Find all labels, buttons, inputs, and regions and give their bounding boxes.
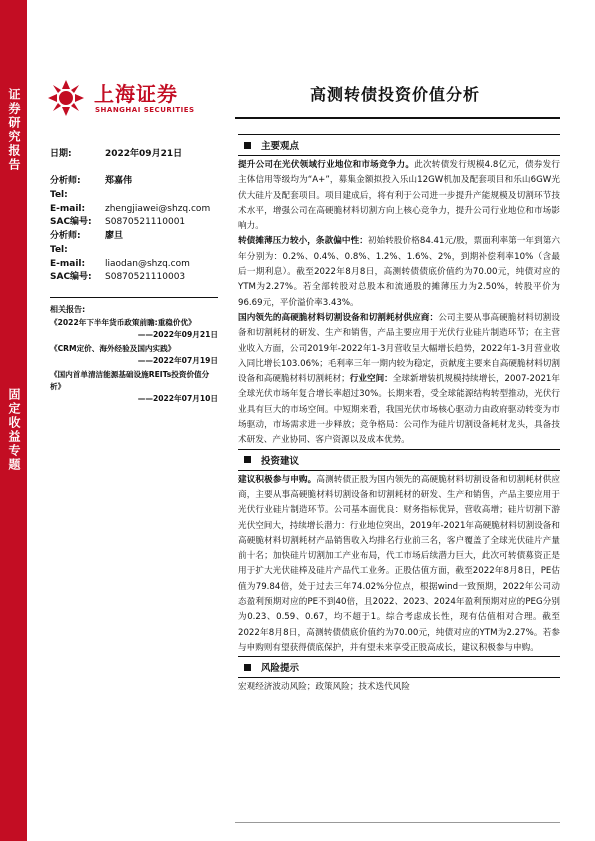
related-divider [50,297,218,298]
info-value: 廖旦 [105,231,124,242]
section-heading-investment: 投资建议 [238,449,560,471]
info-label: Tel: [50,190,68,201]
info-row [50,271,218,285]
info-value: liaodan@shzq.com [105,258,190,269]
info-row [50,258,218,272]
info-label: 分析师: [50,231,81,242]
square-bullet-icon [244,142,251,149]
info-label: 日期: [50,149,72,159]
related-report-title: 《国内首单清洁能源基础设施REITs投资价值分析》 [50,369,210,391]
section-heading-risk: 风险提示 [238,656,560,678]
info-row [50,203,218,217]
info-label: Tel: [50,244,68,255]
info-row [50,148,218,162]
info-label [50,162,105,176]
section-heading-main-points: 主要观点 [238,134,560,156]
title-divider [235,117,560,119]
info-value: S0870521110001 [105,217,186,228]
info-label: E-mail: [50,203,86,214]
related-report-date: ——2022年09月21日 [137,329,218,339]
paragraph-risk: 宏观经济波动风险；政策风险；技术迭代风险 [238,682,410,693]
sidebar-top [0,0,27,308]
info-row [50,216,218,230]
paragraph-company-profile: 国内领先的高硬脆材料切割设备和切割耗材供应商：公司主要从事高硬脆材料切割设备和切割耗材的研发、生产和销售，产品主要应用于光伏行业硅片制造环节；在主营业收入方面，公司2019年-2022年1-3月营收呈大幅增长趋势，2022年1-3月营业收入同比增长103.06%；毛利率三年一期内较为稳定，贡献度主要来自高硬脆材料切割设备和高硬脆材料切割耗材；行业空间：全球新增装机规模持续增长，2007-2021年全球光伏市场年复合增长率超过30%。长期来看，受全球能源结构转型推动，光伏行业具有巨大的市场空间。中短期来看，我国光伏市场核心驱动力由政府驱动转变为市场驱动，市场需求进一步释放；竞争格局：公司作为硅片切割设备耗材龙头，具备技术研发、产业协同、客户资源以及成本优势。 [238,312,560,446]
related-reports-list [50,317,218,405]
sidebar-bottom [0,308,27,841]
related-report-title: 《2022年下半年货币政策前瞻:重稳价优》 [50,317,196,327]
related-report-title: 《CRM定价、海外经验及国内实践》 [50,343,176,353]
related-reports-title: 相关报告: [50,304,86,314]
paragraph-bond-terms: 转债摊薄压力较小，条款偏中性：初始转股价格84.41元/股，票面利率第一年到第六年分别为：0.2%、0.4%、0.8%、1.2%、1.6%、2%，到期补偿利率10%（含最后一期利息）。截至2022年8月8日，高测转债债底价值约为70.00元，纯债对应的YTM为2.27%。若全部转股对总股本和流通股的摊薄压力为2.50%，转股平价为96.69元，平价溢价率3.43%。 [238,236,560,308]
report-category-label: 固定收益专题 [7,388,21,472]
company-logo [46,78,195,122]
analyst-info [50,148,218,285]
info-value: 郑嘉伟 [105,176,133,187]
report-info-column [50,148,218,407]
info-value: S0870521110003 [105,272,186,283]
info-row [50,189,218,203]
logo-text-en: SHANGHAI SECURITIES [95,106,195,114]
info-row [50,175,218,189]
paragraph-industry-position: 提升公司在光伏领域行业地位和市场竞争力。此次转债发行规模4.8亿元，债券发行主体信用等级均为“A+”，募集金额拟投入乐山12GW机加及配套项目和乐山6GW光伏大硅片及配套项目。项目建成后，将有利于公司进一步提升产能规模及切割环节技术水平，增强公司在高硬脆材料切割方向上核心竞争力，提升公司行业地位和市场影响力。 [238,160,560,232]
info-row [50,244,218,258]
info-value: zhengjiawei@shzq.com [105,203,211,214]
info-label: SAC编号: [50,217,92,228]
square-bullet-icon [244,456,251,463]
report-type-label: 证券研究报告 [7,88,21,172]
info-label: SAC编号: [50,272,92,283]
related-report-date: ——2022年07月19日 [137,355,218,365]
main-content [238,134,560,696]
page-title: 高测转债投资价值分析 [310,85,481,104]
paragraph-investment-advice: 建议积极参与申购。高测转债正股为国内领先的高硬脆材料切割设备和切割耗材供应商，主要从事高硬脆材料切割设备和切割耗材的研发、生产和销售，产品主要应用于光伏行业硅片制造环节。公司基本面优良：财务指标优异，营收高增；硅片切割下游光伏空间大，持续增长潜力：行业地位突出，2019年-2021年高硬脆材料切割设备和高硬脆材料切割耗材产品销售收入均排名行业前三名，客户覆盖了全球光伏硅片产量前十名；加快硅片切割加工产业布局，代工市场后续潜力巨大，此次可转债募资正是用于扩大光伏硅棒及硅片产品代工业务。正股估值方面，截至2022年8月8日，PE估值为79.84倍，处于过去三年74.02%分位点，根据wind一致预期，2022年公司动态盈利预期对应的PE不到40倍，且2022、2023、2024年盈利预期对应的PEG分别为0.23、0.59、0.67，均不超于1。综合考虑成长性，现有估值相对合理。截至2022年8月8日，高测转债债底价值约为70.00元，纯债对应的YTM为2.27%。若参与申购则有望获得债底保护，并有望未来享受正股高成长，建议积极参与申购。 [238,474,560,653]
info-label: E-mail: [50,258,86,269]
related-report-date: ——2022年07月10日 [137,393,218,403]
footer-divider [235,822,560,823]
info-row [50,162,218,176]
square-bullet-icon [244,664,251,671]
logo-mark-icon [46,78,86,118]
logo-text-cn: 上海证券 [94,82,178,106]
info-value: 2022年09月21日 [105,149,183,159]
info-row [50,230,218,244]
info-label: 分析师: [50,176,81,187]
